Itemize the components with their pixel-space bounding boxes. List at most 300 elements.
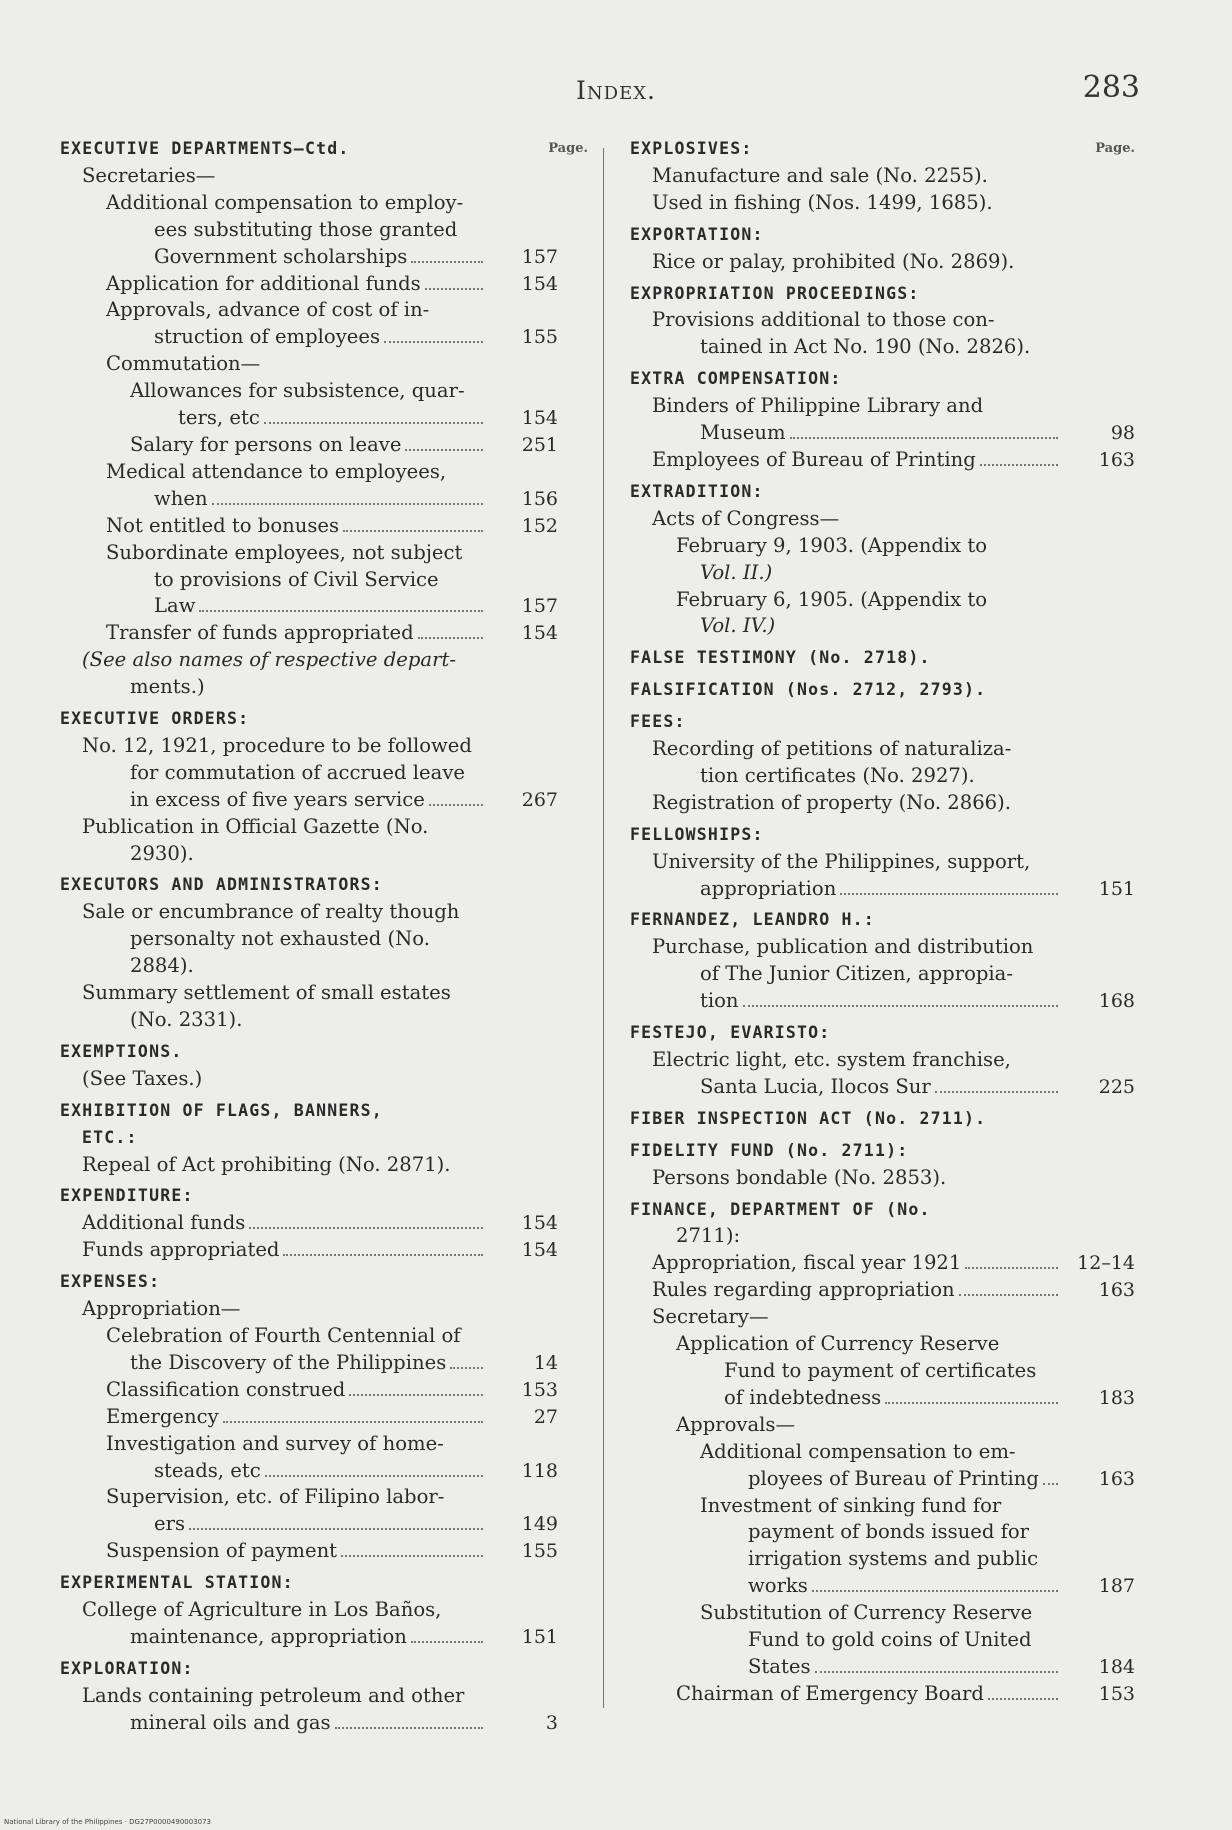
dot-leader (959, 1294, 1058, 1296)
entry-line (60, 926, 588, 953)
entry-text: Purchase, publication and distribution (652, 935, 1034, 959)
page-reference: 3 (545, 1711, 558, 1734)
entry-line (60, 647, 588, 674)
entry-line (60, 163, 588, 190)
entry-line (60, 1484, 588, 1511)
entry-line (630, 1466, 1135, 1493)
dot-leader (429, 804, 483, 806)
dot-leader (343, 530, 483, 532)
entry-line (630, 1573, 1135, 1600)
index-entry (60, 706, 588, 867)
entry-text: Used in fishing (Nos. 1499, 1685). (652, 190, 993, 214)
dot-leader (212, 503, 483, 505)
scan-credit: National Library of the Philippines · DG27P0000490003073 (4, 1818, 212, 1826)
entry-line (60, 1152, 588, 1179)
entry-text: tion certificates (No. 2927). (700, 763, 975, 787)
entry-heading (630, 136, 1135, 163)
entry-text: FEES: (630, 712, 686, 732)
dot-leader (965, 1267, 1058, 1269)
entry-text: Application for additional funds (106, 271, 421, 295)
entry-line (60, 1683, 588, 1710)
dot-leader (812, 1590, 1058, 1592)
entry-line (630, 1439, 1135, 1466)
entry-line (60, 760, 588, 787)
entry-text: for commutation of accrued leave (130, 760, 465, 784)
entry-line (60, 1296, 588, 1323)
entry-text: of indebtedness (724, 1385, 882, 1409)
entry-text: to provisions of Civil Service (154, 567, 439, 591)
entry-text: Lands containing petroleum and other (82, 1683, 465, 1707)
entry-line (630, 1223, 1135, 1250)
entry-text: FERNANDEZ, LEANDRO H.: (630, 910, 875, 930)
index-entry (630, 1106, 1135, 1133)
entry-line (60, 841, 588, 868)
entry-text: Investigation and survey of home- (106, 1431, 444, 1455)
index-entry (630, 1138, 1135, 1192)
entry-line (630, 249, 1135, 276)
page-reference: 154 (521, 1212, 558, 1235)
entry-text: Application of Currency Reserve (676, 1332, 1000, 1356)
entry-text: ETC.: (82, 1127, 138, 1147)
page-reference: 118 (521, 1459, 558, 1482)
page-reference: 151 (1098, 877, 1135, 900)
entry-text: Vol. IV.) (700, 614, 776, 638)
entry-text: Santa Lucia, Ilocos Sur (700, 1074, 931, 1098)
dot-leader (341, 1555, 483, 1557)
page-reference: 154 (521, 1239, 558, 1262)
entry-text: 2884). (130, 954, 194, 978)
entry-text: Allowances for subsistence, quar- (130, 379, 465, 403)
entry-text: Approvals, advance of cost of in- (106, 298, 430, 322)
index-column-right (630, 136, 1135, 1713)
entry-text: No. 12, 1921, procedure to be followed (82, 733, 472, 757)
entry-line (60, 1350, 588, 1377)
entry-text: Additional compensation to employ- (106, 190, 464, 214)
entry-text: Secretary— (652, 1305, 769, 1329)
entry-line (60, 980, 588, 1007)
page-reference: 187 (1098, 1575, 1135, 1598)
entry-line (630, 587, 1135, 614)
entry-text: the Discovery of the Philippines (130, 1350, 447, 1374)
entry-heading (630, 677, 1135, 704)
entry-text: States (748, 1654, 811, 1678)
page-column-label: Page. (548, 141, 588, 156)
entry-heading (60, 1183, 588, 1210)
page-reference: 184 (1098, 1655, 1135, 1678)
entry-text: February 6, 1905. (Appendix to (676, 587, 988, 611)
entry-text: Persons bondable (No. 2853). (652, 1165, 947, 1189)
entry-text: Sale or encumbrance of realty though (82, 900, 460, 924)
index-entry (60, 1098, 588, 1179)
entry-line (630, 1250, 1135, 1277)
entry-heading (630, 281, 1135, 308)
entry-text: maintenance, appropriation (130, 1624, 407, 1648)
entry-line (60, 1597, 588, 1624)
page-reference: 155 (521, 326, 558, 349)
entry-line (630, 934, 1135, 961)
entry-text: Summary settlement of small estates (82, 981, 451, 1005)
entry-text: University of the Philippines, support, (652, 849, 1031, 873)
entry-text: Law (154, 594, 196, 618)
entry-line (630, 1627, 1135, 1654)
entry-text: Additional compensation to em- (700, 1439, 1016, 1463)
entry-heading (630, 822, 1135, 849)
entry-line (630, 1412, 1135, 1439)
entry-line (630, 1304, 1135, 1331)
index-entry (630, 1020, 1135, 1101)
index-column-left (60, 136, 588, 1742)
index-entry (630, 709, 1135, 817)
entry-line (60, 190, 588, 217)
entry-line (60, 1458, 588, 1485)
entry-heading (60, 1570, 588, 1597)
dot-leader (980, 464, 1058, 466)
page-reference: 163 (1098, 1467, 1135, 1490)
entry-text: Commutation— (106, 352, 261, 376)
entry-line (630, 1165, 1135, 1192)
index-entry (60, 1039, 588, 1093)
page-number: 283 (1082, 70, 1140, 105)
entry-heading (630, 709, 1135, 736)
entry-line (60, 513, 588, 540)
entry-line (630, 1277, 1135, 1304)
entry-line (630, 163, 1135, 190)
dot-leader (335, 1727, 483, 1729)
entry-line (60, 459, 588, 486)
entry-line (630, 849, 1135, 876)
page-reference: 157 (521, 245, 558, 268)
entry-text: Not entitled to bonuses (106, 513, 340, 537)
entry-text: Medical attendance to employees, (106, 459, 447, 483)
entry-text: Investment of sinking fund for (700, 1493, 1002, 1517)
entry-line (630, 736, 1135, 763)
page-reference: 225 (1098, 1075, 1135, 1098)
entry-line (630, 1493, 1135, 1520)
entry-text: EXTRADITION: (630, 481, 764, 501)
page-reference: 163 (1098, 448, 1135, 471)
page-reference: 154 (521, 622, 558, 645)
entry-text: (No. 2331). (130, 1008, 243, 1031)
entry-text: personalty not exhausted (No. (130, 927, 430, 951)
entry-line (630, 334, 1135, 361)
entry-text: ees substituting those granted (154, 217, 458, 241)
entry-text: EXPROPRIATION PROCEEDINGS: (630, 283, 920, 303)
dot-leader (349, 1394, 483, 1396)
entry-text: ments.) (130, 675, 205, 699)
entry-line (60, 271, 588, 298)
entry-heading (60, 1125, 588, 1152)
entry-heading (60, 1269, 588, 1296)
entry-text: Electric light, etc. system franchise, (652, 1048, 1011, 1071)
entry-text: Rules regarding appropriation (652, 1278, 955, 1302)
entry-line (60, 787, 588, 814)
dot-leader (283, 1254, 483, 1256)
entry-line (630, 1654, 1135, 1681)
dot-leader (988, 1698, 1058, 1700)
entry-text: Appropriation— (82, 1297, 241, 1321)
entry-line (60, 593, 588, 620)
page-reference: 155 (521, 1540, 558, 1563)
page-reference: 27 (533, 1405, 558, 1428)
entry-heading (630, 1138, 1135, 1165)
entry-line (60, 1710, 588, 1737)
index-entry (630, 136, 1135, 217)
entry-text: EXPENDITURE: (60, 1186, 194, 1206)
entry-line (630, 1331, 1135, 1358)
entry-line (60, 378, 588, 405)
column-divider (603, 148, 604, 1708)
entry-line (630, 1047, 1135, 1074)
entry-text: mineral oils and gas (130, 1710, 331, 1734)
entry-text: EXHIBITION OF FLAGS, BANNERS, (60, 1100, 383, 1120)
page-reference: 168 (1098, 990, 1135, 1013)
entry-line (60, 899, 588, 926)
entry-text: ployees of Bureau of Printing (748, 1466, 1039, 1490)
page-reference: 98 (1110, 422, 1135, 445)
index-entry (630, 281, 1135, 362)
entry-text: Manufacture and sale (No. 2255). (652, 163, 988, 187)
dot-leader (1043, 1483, 1058, 1485)
index-entry (630, 222, 1135, 276)
entry-text: tained in Act No. 190 (No. 2826). (700, 335, 1031, 359)
entry-line (60, 814, 588, 841)
page-reference: 251 (521, 433, 558, 456)
entry-text: EXTRA COMPENSATION: (630, 369, 842, 389)
page-reference: 12–14 (1077, 1252, 1135, 1275)
entry-text: Recording of petitions of naturaliza- (652, 737, 1012, 761)
entry-text: Vol. II.) (700, 560, 773, 584)
dot-leader (935, 1091, 1058, 1093)
entry-text: Government scholarships (154, 244, 408, 268)
entry-line (630, 790, 1135, 817)
entry-text: EXPLORATION: (60, 1658, 194, 1678)
page-reference: 151 (521, 1625, 558, 1648)
entry-text: irrigation systems and public (748, 1547, 1039, 1571)
entry-heading (60, 1656, 588, 1683)
entry-text: Additional funds (82, 1211, 246, 1235)
page-reference: 149 (521, 1513, 558, 1536)
entry-line (630, 1358, 1135, 1385)
entry-text: FALSE TESTIMONY (No. 2718). (630, 648, 931, 668)
entry-text: (See also names of respective depart- (82, 648, 456, 672)
page-column-label: Page. (1095, 141, 1135, 156)
entry-text: payment of bonds issued for (748, 1520, 1030, 1544)
entry-text: (See Taxes.) (82, 1066, 203, 1090)
entry-line (60, 567, 588, 594)
entry-text: FIDELITY FUND (No. 2711): (630, 1140, 909, 1160)
entry-text: when (154, 486, 208, 510)
entry-line (60, 733, 588, 760)
dot-leader (189, 1528, 483, 1530)
entry-text: Registration of property (No. 2866). (652, 790, 1012, 814)
entry-line (60, 351, 588, 378)
entry-text: Celebration of Fourth Centennial of (106, 1323, 461, 1347)
index-entry (630, 479, 1135, 640)
entry-line (60, 1210, 588, 1237)
entry-text: Rice or palay, prohibited (No. 2869). (652, 249, 1015, 273)
entry-text: ters, etc (178, 406, 260, 430)
page-reference: 153 (521, 1378, 558, 1401)
index-entry (630, 645, 1135, 672)
entry-line (60, 1237, 588, 1264)
dot-leader (411, 1641, 483, 1643)
entry-text: Museum (700, 421, 786, 445)
entry-text: struction of employees (154, 325, 381, 349)
dot-leader (384, 341, 483, 343)
index-entry (630, 366, 1135, 474)
entry-line (60, 405, 588, 432)
entry-text: 2930). (130, 841, 194, 865)
entry-text: EXPENSES: (60, 1272, 161, 1292)
entry-text: steads, etc (154, 1458, 261, 1482)
dot-leader (418, 637, 483, 639)
entry-line (630, 1600, 1135, 1627)
index-entry (630, 677, 1135, 704)
entry-heading (60, 1039, 588, 1066)
entry-line (60, 1066, 588, 1093)
entry-text: Secretaries— (82, 163, 216, 187)
entry-line (630, 393, 1135, 420)
page-header (0, 70, 1232, 110)
entry-heading (60, 872, 588, 899)
entry-heading (630, 1106, 1135, 1133)
entry-text: Repeal of Act prohibiting (No. 2871). (82, 1152, 451, 1176)
entry-line (60, 297, 588, 324)
entry-text: College of Agriculture in Los Baños, (82, 1598, 442, 1622)
entry-text: FELLOWSHIPS: (630, 824, 764, 844)
entry-text: Transfer of funds appropriated (106, 621, 414, 645)
entry-heading (630, 1020, 1135, 1047)
entry-text: of The Junior Citizen, appropia- (700, 962, 1013, 986)
entry-text: Subordinate employees, not subject (106, 540, 463, 564)
index-entry (60, 1183, 588, 1264)
entry-heading (630, 907, 1135, 934)
entry-line (60, 1624, 588, 1651)
entry-heading (60, 1098, 588, 1125)
dot-leader (450, 1367, 483, 1369)
entry-heading (630, 1197, 1135, 1224)
entry-heading (630, 366, 1135, 393)
entry-text: FALSIFICATION (Nos. 2712, 2793). (630, 680, 987, 700)
entry-line (60, 324, 588, 351)
entry-text: Acts of Congress— (652, 506, 840, 530)
entry-text: Employees of Bureau of Printing (652, 447, 976, 471)
entry-text: works (748, 1574, 808, 1598)
entry-line (630, 506, 1135, 533)
dot-leader (411, 261, 483, 263)
page-reference: 183 (1098, 1386, 1135, 1409)
entry-text: Chairman of Emergency Board (676, 1681, 984, 1705)
entry-line (630, 307, 1135, 334)
entry-line (60, 432, 588, 459)
dot-leader (405, 449, 483, 451)
entry-heading (630, 479, 1135, 506)
page-reference: 14 (533, 1351, 558, 1374)
entry-line (60, 1511, 588, 1538)
index-entry (630, 822, 1135, 903)
entry-text: Emergency (106, 1404, 219, 1428)
entry-text: Binders of Philippine Library and (652, 394, 984, 418)
dot-leader (885, 1402, 1058, 1404)
index-entry (60, 1656, 588, 1737)
entry-heading (60, 136, 588, 163)
entry-text: Supervision, etc. of Filipino labor- (106, 1485, 445, 1509)
entry-line (630, 613, 1135, 640)
entry-line (630, 1546, 1135, 1573)
entry-line (60, 1007, 588, 1034)
entry-line (60, 1377, 588, 1404)
entry-line (630, 876, 1135, 903)
dot-leader (265, 1475, 483, 1477)
entry-text: in excess of five years service (130, 787, 425, 811)
entry-text: Substitution of Currency Reserve (700, 1601, 1033, 1625)
page-reference: 163 (1098, 1279, 1135, 1302)
dot-leader (840, 893, 1058, 895)
entry-line (60, 953, 588, 980)
entry-line (630, 560, 1135, 587)
entry-text: FINANCE, DEPARTMENT OF (No. (630, 1199, 931, 1219)
entry-text: Appropriation, fiscal year 1921 (652, 1251, 962, 1275)
dot-leader (199, 610, 483, 612)
entry-line (630, 988, 1135, 1015)
dot-leader (425, 288, 483, 290)
entry-text: EXPORTATION: (630, 224, 764, 244)
entry-heading (630, 222, 1135, 249)
entry-line (60, 674, 588, 701)
entry-line (630, 190, 1135, 217)
entry-line (60, 620, 588, 647)
dot-leader (815, 1671, 1058, 1673)
dot-leader (223, 1421, 483, 1423)
page-reference: 154 (521, 272, 558, 295)
dot-leader (743, 1005, 1058, 1007)
entry-text: Publication in Official Gazette (No. (82, 814, 429, 838)
entry-text: Fund to payment of certificates (724, 1358, 1037, 1382)
entry-line (60, 1404, 588, 1431)
entry-line (630, 1074, 1135, 1101)
entry-line (630, 763, 1135, 790)
page-reference: 156 (521, 487, 558, 510)
page-reference: 267 (521, 788, 558, 811)
entry-text: EXECUTIVE ORDERS: (60, 709, 250, 729)
page-reference: 153 (1098, 1682, 1135, 1705)
entry-line (630, 1385, 1135, 1412)
index-entry (630, 907, 1135, 1015)
entry-text: 2711): (676, 1224, 741, 1248)
entry-text: EXECUTORS AND ADMINISTRATORS: (60, 875, 383, 895)
entry-text: FESTEJO, EVARISTO: (630, 1023, 831, 1043)
index-entry (60, 136, 588, 701)
entry-text: appropriation (700, 876, 837, 900)
entry-text: February 9, 1903. (Appendix to (676, 533, 988, 557)
running-title: Index. (576, 76, 656, 105)
entry-line (630, 533, 1135, 560)
entry-text: EXPLOSIVES: (630, 139, 753, 158)
entry-line (630, 1681, 1135, 1708)
entry-text: Provisions additional to those con- (652, 308, 995, 332)
entry-line (60, 540, 588, 567)
entry-line (60, 217, 588, 244)
index-entry (60, 1269, 588, 1565)
entry-line (630, 447, 1135, 474)
page-reference: 154 (521, 407, 558, 430)
entry-text: EXECUTIVE DEPARTMENTS—Ctd. (60, 139, 350, 158)
entry-heading (630, 645, 1135, 672)
entry-text: FIBER INSPECTION ACT (No. 2711). (630, 1108, 987, 1128)
entry-line (630, 961, 1135, 988)
entry-heading (60, 706, 588, 733)
dot-leader (790, 437, 1058, 439)
